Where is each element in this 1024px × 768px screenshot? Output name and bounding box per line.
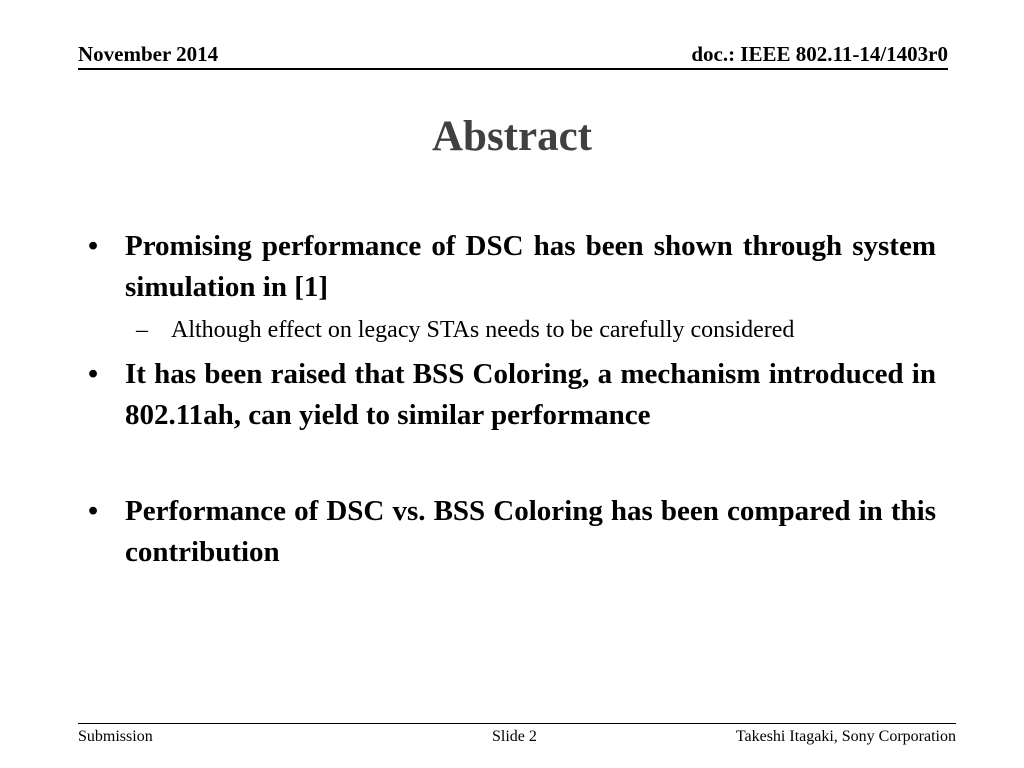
dash-icon: – bbox=[136, 317, 148, 343]
bullet-text: Promising performance of DSC has been shown through system simulation in [1] bbox=[125, 230, 936, 303]
bullet-icon: • bbox=[88, 495, 99, 527]
bullet-icon: • bbox=[88, 358, 99, 390]
bullet-icon: • bbox=[88, 230, 99, 262]
header-doc-id: doc.: IEEE 802.11-14/1403r0 bbox=[691, 42, 948, 66]
footer-slide-number: Slide 2 bbox=[492, 728, 537, 745]
bullet-text: It has been raised that BSS Coloring, a mechanism introduced in 802.11ah, can yield to similar performance bbox=[125, 358, 936, 431]
footer-divider bbox=[78, 723, 956, 724]
footer-author: Takeshi Itagaki, Sony Corporation bbox=[735, 728, 956, 745]
header-date: November 2014 bbox=[78, 42, 219, 66]
bullet-item-3 bbox=[88, 491, 936, 573]
slide-header bbox=[78, 38, 948, 68]
sub-bullet-text: Although effect on legacy STAs needs to be carefully considered bbox=[171, 317, 795, 343]
bullet-list bbox=[88, 226, 936, 573]
bullet-item-1 bbox=[88, 226, 936, 308]
footer-submission: Submission bbox=[78, 728, 153, 745]
bullet-text: Performance of DSC vs. BSS Coloring has been compared in this contribution bbox=[125, 495, 936, 568]
header-divider bbox=[78, 68, 948, 70]
slide-title: Abstract bbox=[431, 113, 592, 160]
bullet-item-2 bbox=[88, 354, 936, 436]
sub-bullet-item-1 bbox=[88, 310, 936, 350]
